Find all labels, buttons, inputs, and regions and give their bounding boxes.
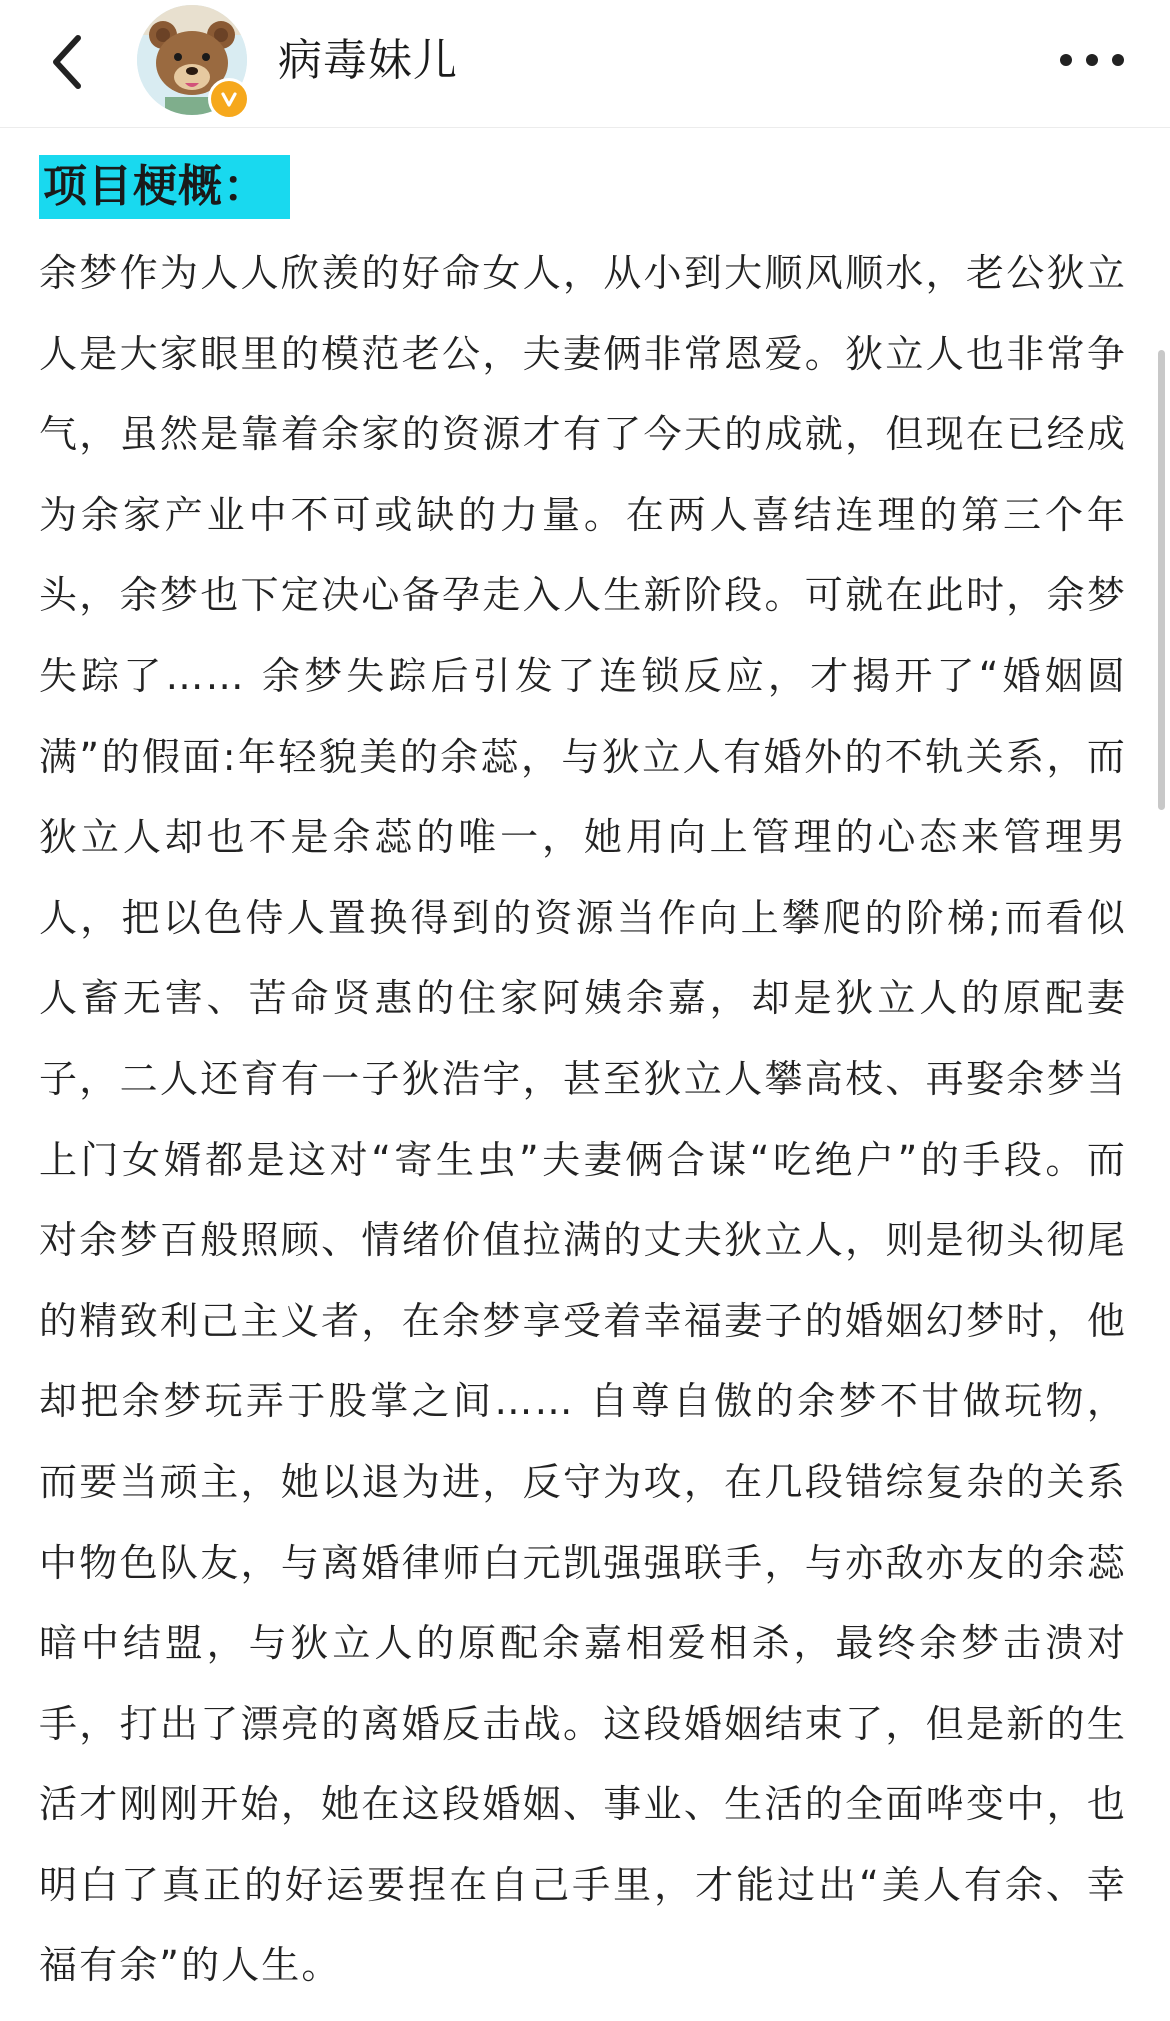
scrollbar[interactable] <box>1158 350 1165 810</box>
post-heading: 项目梗概： <box>39 155 290 219</box>
back-button[interactable] <box>28 22 108 102</box>
top-bar <box>0 0 1170 128</box>
post-content <box>39 155 1139 2006</box>
post-body: 余梦作为人人欣羡的好命女人，从小到大顺风顺水，老公狄立人是大家眼里的模范老公，夫妻俩非常恩爱。狄立人也非常争气，虽然是靠着余家的资源才有了今天的成就，但现在已经成为余家产业中不可或缺的力量。在两人喜结连理的第三个年头，余梦也下定决心备孕走入人生新阶段。可就在此时，余梦失踪了…… 余梦失踪后引发了连锁反应，才揭开了“婚姻圆满”的假面:年轻貌美的余蕊，与狄立人有婚外的不轨关系，而狄立人却也不是余蕊的唯一，她用向上管理的心态来管理男人，把以色侍人置换得到的资源当作向上攀爬的阶梯;而看似人畜无害、苦命贤惠的住家阿姨余嘉，却是狄立人的原配妻子，二人还育有一子狄浩宇，甚至狄立人攀高枝、再娶余梦当 上门女婿都是这对“寄生虫”夫妻俩合谋“吃绝户”的手段。而对余梦百般照顾、情绪价值拉满的丈夫狄立人，则是彻头彻尾的精致利己主义者，在余梦享受着幸福妻子的婚姻幻梦时，他却把余梦玩弄于股掌之间…… 自尊自傲的余梦不甘做玩物，而要当顽主，她以退为进，反守为攻，在几段错综复杂的关系中物色队友，与离婚律师白元凯强强联手，与亦敌亦友的余蕊暗中结盟，与狄立人的原配余嘉相爱相杀，最终余梦击溃对手，打出了漂亮的离婚反击战。这段婚姻结束了，但是新的生活才刚刚开始，她在这段婚姻、事业、生活的全面哗变中，也明白了真正的好运要捏在自己手里，才能过出“美人有余、幸福有余”的人生。 <box>39 251 1127 1988</box>
more-horizontal-icon <box>1059 53 1125 67</box>
username[interactable]: 病毒妹儿 <box>278 35 458 86</box>
chevron-left-icon <box>48 34 88 90</box>
more-options-button[interactable] <box>1052 38 1132 82</box>
verified-badge-icon <box>208 78 250 120</box>
